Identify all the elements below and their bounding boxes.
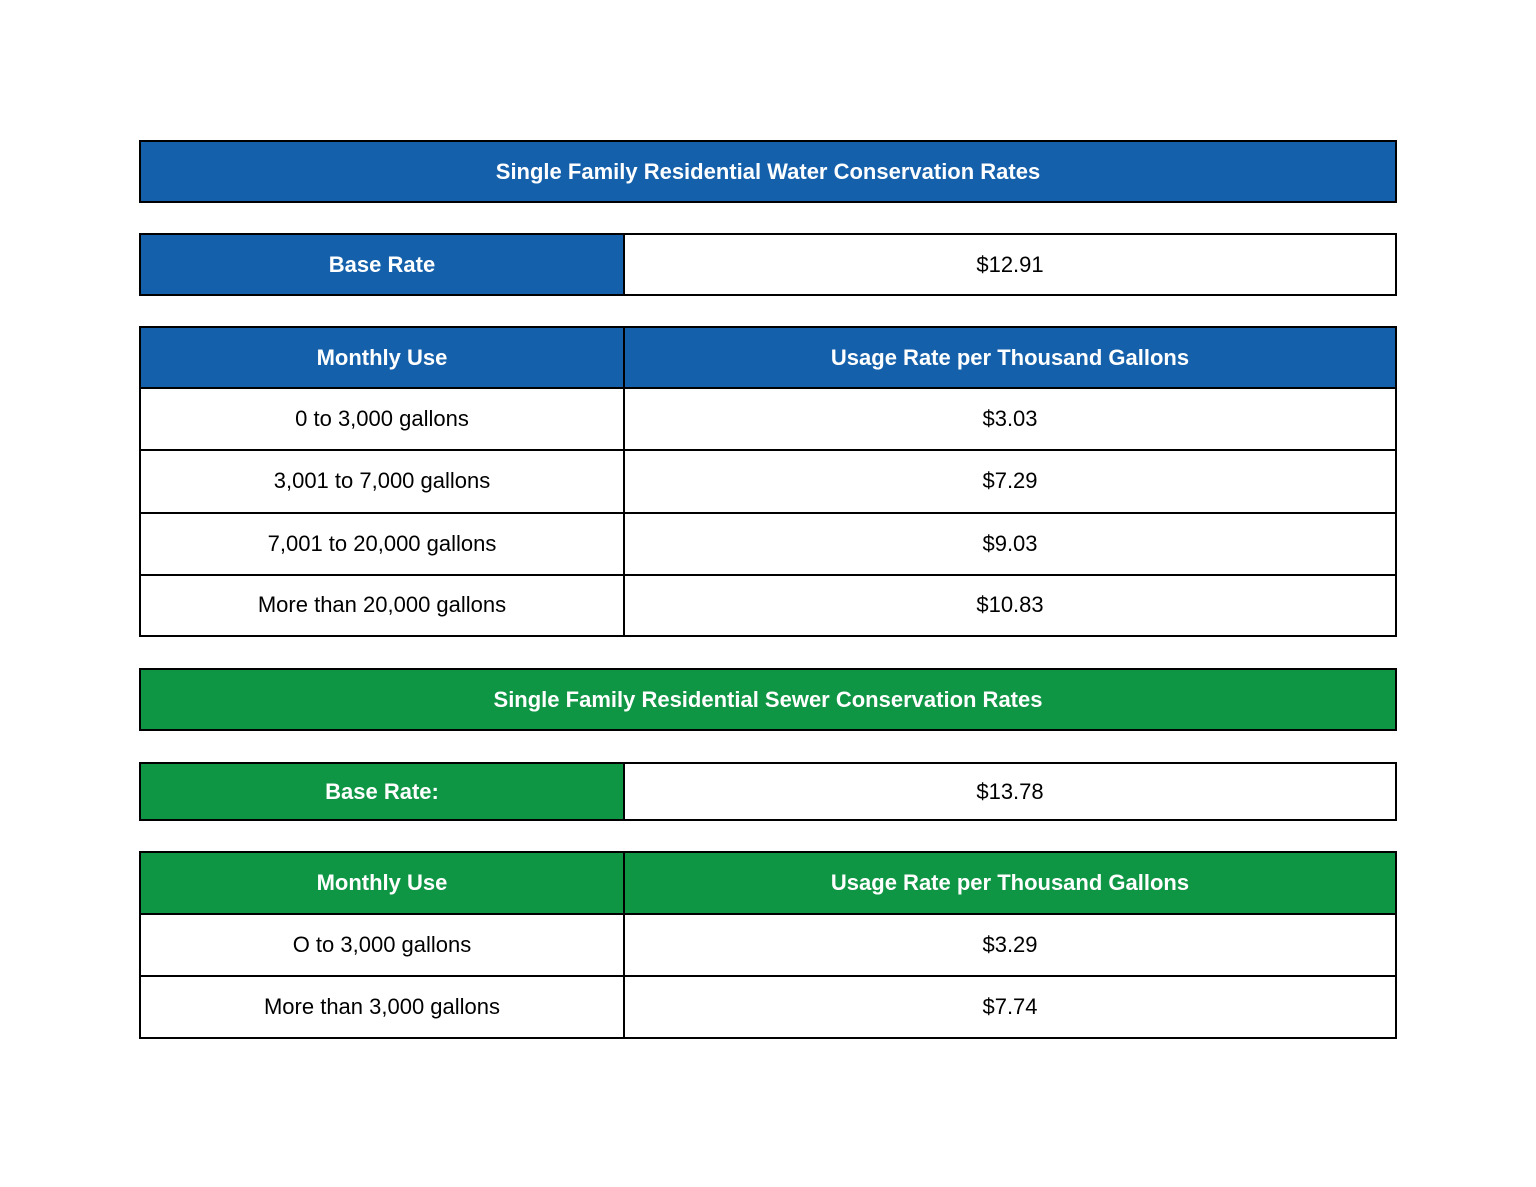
sewer-rates-title-banner [139, 668, 1397, 731]
table-row [141, 764, 1395, 819]
monthly-use-cell: O to 3,000 gallons [141, 914, 624, 977]
column-header-monthly-use: Monthly Use [141, 328, 624, 388]
table-row [141, 235, 1395, 294]
monthly-use-cell: 3,001 to 7,000 gallons [141, 450, 624, 512]
table-row [141, 513, 1395, 575]
water-usage-table [139, 326, 1397, 637]
table-header-row [141, 853, 1395, 914]
sewer-rates-title: Single Family Residential Sewer Conservation Rates [493, 686, 1043, 712]
monthly-use-cell: 7,001 to 20,000 gallons [141, 513, 624, 575]
water-rates-title-banner [139, 140, 1397, 203]
usage-rate-cell: $7.74 [624, 976, 1395, 1037]
column-header-usage-rate: Usage Rate per Thousand Gallons [624, 328, 1395, 388]
water-base-rate-table [139, 233, 1397, 296]
table-row [141, 450, 1395, 512]
usage-rate-cell: $9.03 [624, 513, 1395, 575]
table-row [141, 388, 1395, 450]
usage-rate-cell: $3.03 [624, 388, 1395, 450]
monthly-use-cell: 0 to 3,000 gallons [141, 388, 624, 450]
sewer-base-rate-value: $13.78 [976, 778, 1044, 804]
monthly-use-cell: More than 20,000 gallons [141, 575, 624, 635]
water-base-rate-value: $12.91 [976, 251, 1044, 277]
table-row [141, 914, 1395, 977]
usage-rate-cell: $7.29 [624, 450, 1395, 512]
monthly-use-cell: More than 3,000 gallons [141, 976, 624, 1037]
sewer-base-rate-table [139, 762, 1397, 821]
usage-rate-cell: $3.29 [624, 914, 1395, 977]
water-base-rate-label: Base Rate [141, 235, 624, 294]
column-header-usage-rate: Usage Rate per Thousand Gallons [624, 853, 1395, 914]
table-header-row [141, 328, 1395, 388]
usage-rate-cell: $10.83 [624, 575, 1395, 635]
sewer-base-rate-label: Base Rate: [141, 764, 624, 819]
table-row [141, 976, 1395, 1037]
column-header-monthly-use: Monthly Use [141, 853, 624, 914]
sewer-usage-table [139, 851, 1397, 1039]
water-rates-title: Single Family Residential Water Conservation Rates [495, 158, 1041, 184]
table-row [141, 575, 1395, 635]
